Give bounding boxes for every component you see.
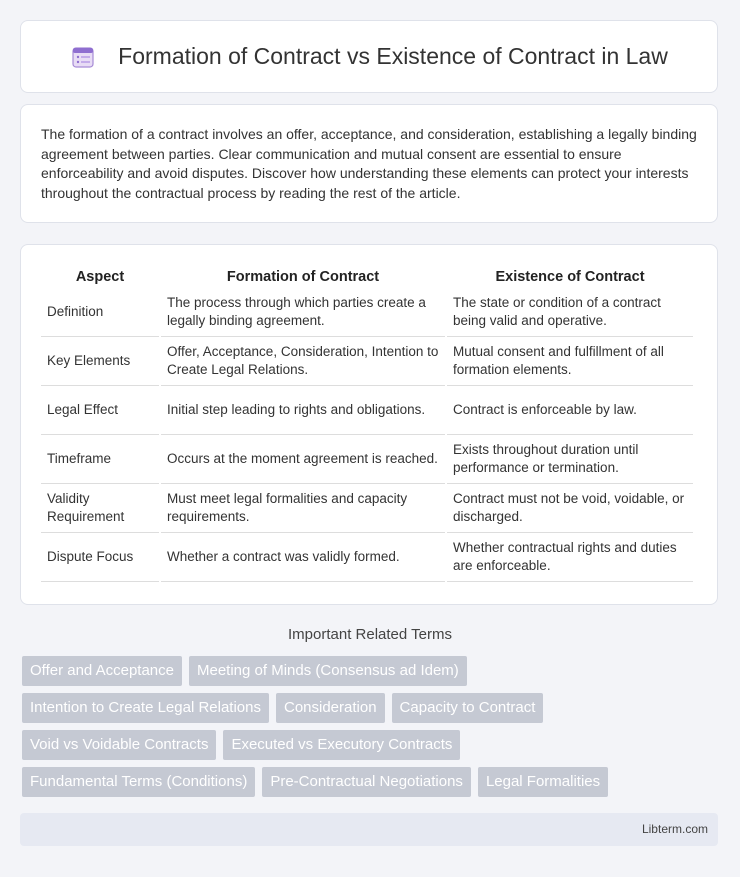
tag-legal-formalities[interactable]: Legal Formalities <box>478 767 608 797</box>
tag-intention-to-create-legal-relations[interactable]: Intention to Create Legal Relations <box>22 693 269 723</box>
cell-existence: Mutual consent and fulfillment of all formation elements. <box>447 337 693 386</box>
page-title: Formation of Contract vs Existence of Contract in Law <box>118 43 668 69</box>
tag-pre-contractual-negotiations[interactable]: Pre-Contractual Negotiations <box>262 767 471 797</box>
cell-aspect: Dispute Focus <box>41 533 159 582</box>
table-row <box>41 484 693 533</box>
table-row <box>41 337 693 386</box>
title-card <box>20 20 718 93</box>
tag-capacity-to-contract[interactable]: Capacity to Contract <box>392 693 544 723</box>
document-list-icon <box>70 44 96 70</box>
table-row <box>41 435 693 484</box>
cell-existence: The state or condition of a contract being valid and operative. <box>447 288 693 337</box>
cell-formation: Must meet legal formalities and capacity requirements. <box>161 484 445 533</box>
cell-existence: Exists throughout duration until performance or termination. <box>447 435 693 484</box>
intro-text: The formation of a contract involves an offer, acceptance, and consideration, establishing a legally binding agreement between parties. Clear communication and mutual consent are essential to ensure enforceability and avoid disputes. Discover how understanding these elements can protect your interests throughout the contractual process by reading the rest of the article. <box>41 126 697 201</box>
intro-card <box>20 104 718 223</box>
cell-formation: Offer, Acceptance, Consideration, Intention to Create Legal Relations. <box>161 337 445 386</box>
cell-aspect: Legal Effect <box>41 386 159 435</box>
table-row <box>41 386 693 435</box>
tag-consideration[interactable]: Consideration <box>276 693 385 723</box>
cell-aspect: Timeframe <box>41 435 159 484</box>
cell-formation: Occurs at the moment agreement is reached. <box>161 435 445 484</box>
cell-aspect: Validity Requirement <box>41 484 159 533</box>
footer-site-link[interactable]: Libterm.com <box>641 822 708 836</box>
cell-formation: The process through which parties create a legally binding agreement. <box>161 288 445 337</box>
tag-row <box>22 730 682 760</box>
header-formation: Formation of Contract <box>226 269 380 285</box>
tag-executed-vs-executory[interactable]: Executed vs Executory Contracts <box>223 730 460 760</box>
tag-row <box>22 656 682 686</box>
header-existence: Existence of Contract <box>495 269 645 285</box>
footer <box>20 813 718 846</box>
table-header-row <box>41 265 693 288</box>
table-row <box>41 288 693 337</box>
related-terms-heading: Important Related Terms <box>288 626 452 643</box>
header-aspect: Aspect <box>75 269 125 285</box>
tag-row <box>22 693 682 723</box>
comparison-table <box>39 265 695 582</box>
tag-meeting-of-minds[interactable]: Meeting of Minds (Consensus ad Idem) <box>189 656 467 686</box>
comparison-table-card <box>20 244 718 605</box>
tag-offer-and-acceptance[interactable]: Offer and Acceptance <box>22 656 182 686</box>
cell-aspect: Definition <box>41 288 159 337</box>
cell-existence: Contract must not be void, voidable, or discharged. <box>447 484 693 533</box>
cell-existence: Whether contractual rights and duties are enforceable. <box>447 533 693 582</box>
related-terms-list <box>22 656 682 804</box>
cell-existence: Contract is enforceable by law. <box>447 386 693 435</box>
table-row <box>41 533 693 582</box>
tag-row <box>22 767 682 797</box>
cell-aspect: Key Elements <box>41 337 159 386</box>
tag-fundamental-terms[interactable]: Fundamental Terms (Conditions) <box>22 767 255 797</box>
tag-void-vs-voidable[interactable]: Void vs Voidable Contracts <box>22 730 216 760</box>
cell-formation: Initial step leading to rights and obligations. <box>161 386 445 435</box>
cell-formation: Whether a contract was validly formed. <box>161 533 445 582</box>
